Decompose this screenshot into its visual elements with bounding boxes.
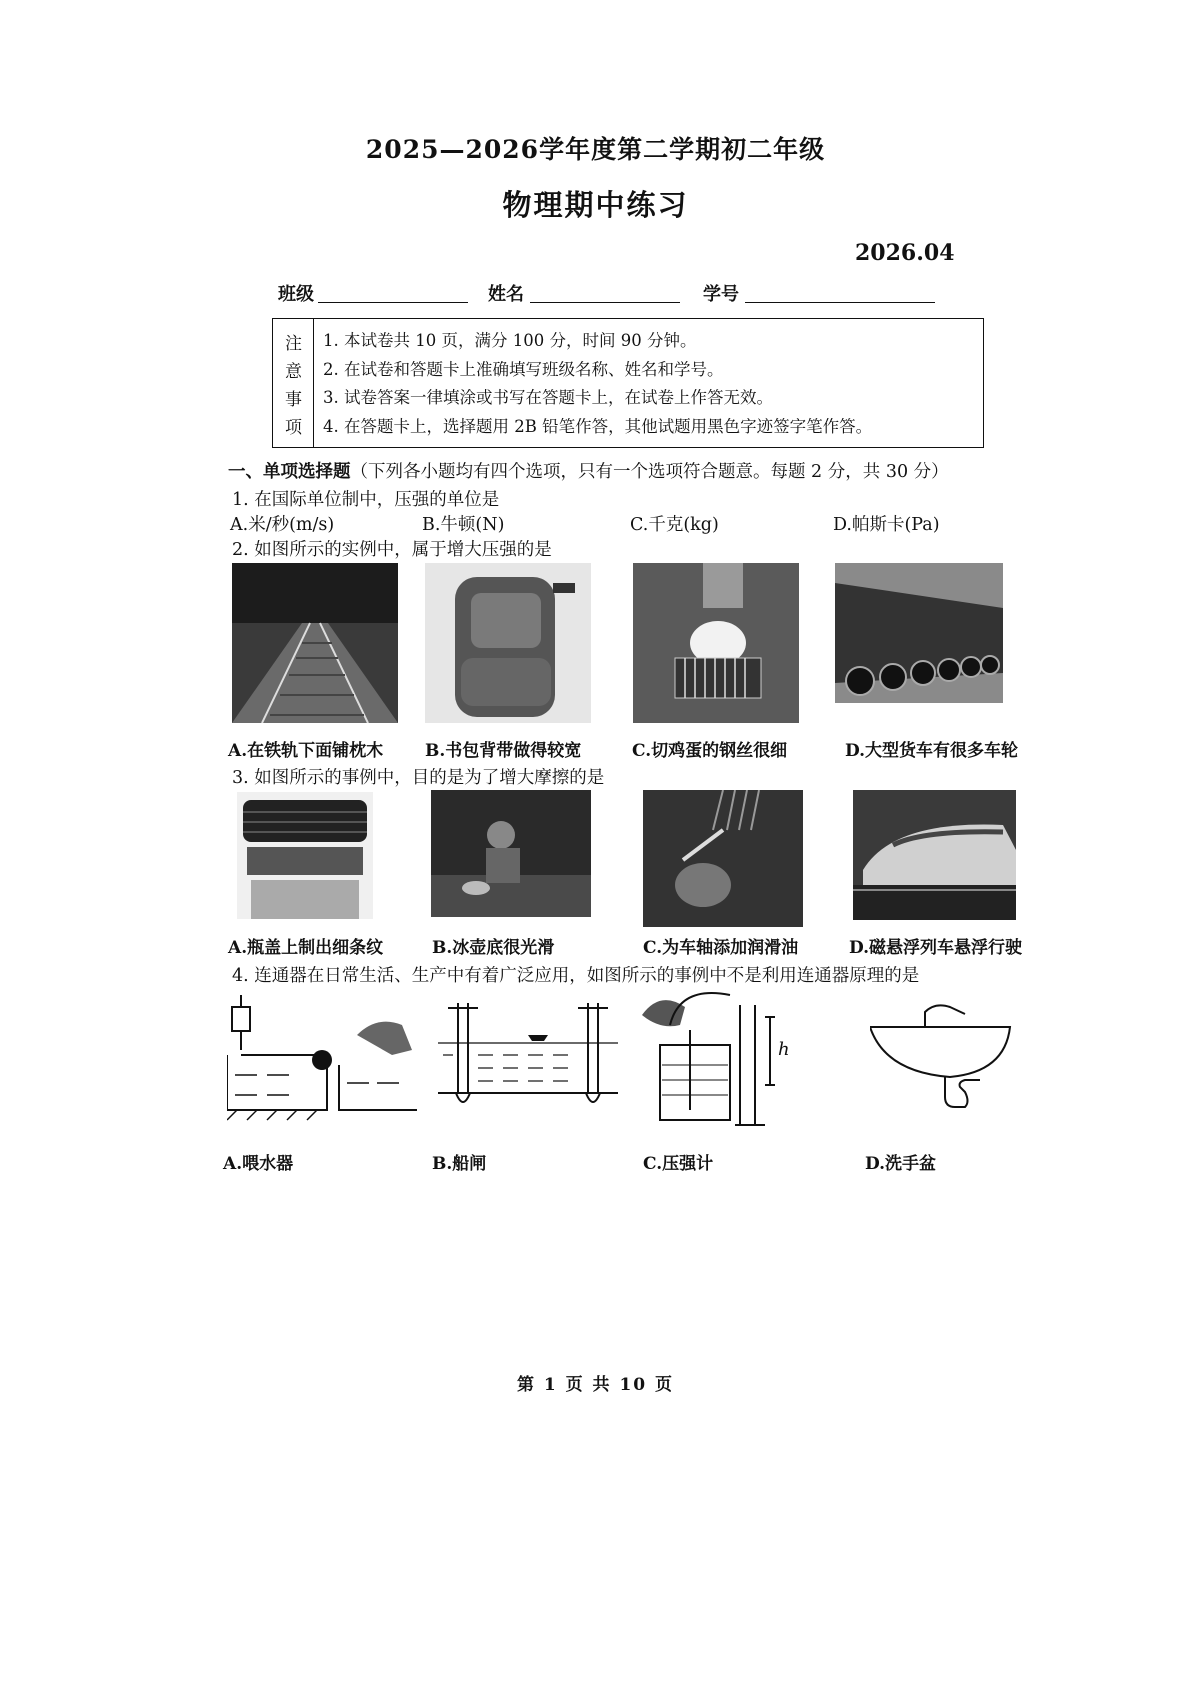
q1-option-b: B.牛顿(N) bbox=[422, 515, 505, 535]
q3-option-a: A.瓶盖上制出细条纹 bbox=[228, 938, 384, 958]
q3-option-d: D.磁悬浮列车悬浮行驶 bbox=[849, 938, 1023, 958]
section-heading bbox=[228, 458, 949, 483]
question-2-stem: 2. 如图所示的实例中，属于增大压强的是 bbox=[232, 540, 552, 560]
q1-option-d: D.帕斯卡(Pa) bbox=[833, 515, 940, 535]
section-instructions: （下列各小题均有四个选项，只有一个选项符合题意。每题 2 分，共 30 分） bbox=[350, 462, 949, 482]
maglev-train-photo bbox=[853, 790, 1016, 920]
q3-option-b: B.冰壶底很光滑 bbox=[432, 938, 555, 958]
q2-option-a: A.在铁轨下面铺枕木 bbox=[228, 741, 384, 761]
egg-slicer-photo bbox=[633, 563, 799, 723]
ship-lock-diagram bbox=[438, 1003, 618, 1128]
question-3-stem: 3. 如图所示的事例中，目的是为了增大摩擦的是 bbox=[232, 768, 605, 788]
notice-label-char: 项 bbox=[285, 418, 302, 438]
id-blank bbox=[745, 302, 935, 303]
truck-wheels-photo bbox=[835, 563, 1003, 703]
section-title: 一、单项选择题 bbox=[228, 462, 351, 482]
height-label: h bbox=[778, 1039, 790, 1060]
q2-option-d: D.大型货车有很多车轮 bbox=[845, 741, 1019, 761]
q4-option-c: C.压强计 bbox=[643, 1154, 714, 1174]
notice-item: 3. 试卷答案一律填涂或书写在答题卡上，在试卷上作答无效。 bbox=[323, 388, 773, 407]
q4-option-d: D.洗手盆 bbox=[865, 1154, 937, 1174]
name-label: 姓名 bbox=[488, 284, 524, 305]
water-feeder-diagram bbox=[227, 995, 417, 1130]
notice-label-char: 注 bbox=[285, 334, 302, 354]
washbasin-diagram bbox=[870, 1002, 1020, 1117]
notice-label-char: 意 bbox=[285, 362, 302, 382]
q2-option-c: C.切鸡蛋的钢丝很细 bbox=[632, 741, 788, 761]
axle-lubricant-photo bbox=[643, 790, 803, 927]
notice-item: 2. 在试卷和答题卡上准确填写班级名称、姓名和学号。 bbox=[323, 359, 724, 379]
class-blank bbox=[318, 302, 468, 303]
class-label: 班级 bbox=[278, 284, 314, 305]
notice-label bbox=[273, 319, 314, 447]
notice-item: 4. 在答题卡上，选择题用 2B 铅笔作答，其他试题用黑色字迹签字笔作答。 bbox=[323, 416, 873, 436]
notice-items bbox=[323, 327, 872, 441]
bottle-cap-photo bbox=[237, 792, 373, 919]
railway-sleepers-photo bbox=[232, 563, 398, 723]
question-1-stem: 1. 在国际单位制中，压强的单位是 bbox=[232, 490, 500, 510]
exam-title-line1: 2025—2026学年度第二学期初二年级 bbox=[365, 135, 826, 164]
curling-stone-photo bbox=[431, 790, 591, 917]
q1-option-c: C.千克(kg) bbox=[630, 515, 719, 535]
exam-title-line2: 物理期中练习 bbox=[502, 188, 689, 222]
notice-item: 1. 本试卷共 10 页，满分 100 分，时间 90 分钟。 bbox=[323, 331, 697, 350]
backpack-photo bbox=[425, 563, 591, 723]
q2-option-b: B.书包背带做得较宽 bbox=[425, 741, 582, 761]
id-label: 学号 bbox=[703, 284, 739, 305]
notice-label-char: 事 bbox=[285, 390, 302, 410]
q1-option-a: A.米/秒(m/s) bbox=[230, 515, 335, 535]
question-4-stem: 4. 连通器在日常生活、生产中有着广泛应用，如图所示的事例中不是利用连通器原理的是 bbox=[232, 966, 920, 986]
q4-option-a: A.喂水器 bbox=[223, 1154, 294, 1174]
name-blank bbox=[530, 302, 680, 303]
page-number: 第 1 页 共 10 页 bbox=[516, 1375, 675, 1395]
q3-option-c: C.为车轴添加润滑油 bbox=[643, 938, 799, 958]
q4-option-b: B.船闸 bbox=[432, 1154, 487, 1174]
notice-box bbox=[272, 318, 984, 448]
pressure-gauge-diagram bbox=[640, 985, 810, 1130]
exam-date: 2026.04 bbox=[855, 240, 955, 266]
student-info-fields bbox=[278, 280, 958, 308]
